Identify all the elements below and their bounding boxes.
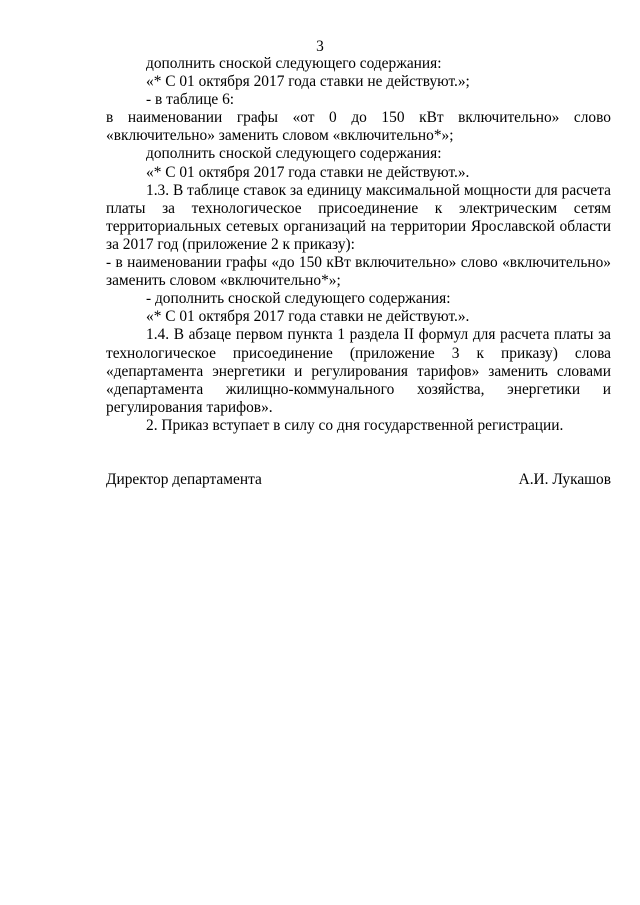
paragraph-footnote-intro-3: - дополнить сноской следующего содержания: [146,290,451,308]
signature-name: А.И. Лукашов [518,470,611,488]
paragraph-section-2: 2. Приказ вступает в силу со дня государственной регистрации. [146,416,564,434]
paragraph-section-1-3: 1.3. В таблице ставок за единицу максимальной мощности для расчета платы за технологическое присоединение к электрическим сетям территориальных сетевых организаций на территории Ярославской области за 2017 год (приложение 2 к приказу): [106,181,611,253]
paragraph-table-6: - в таблице 6: [146,91,235,109]
paragraph-footnote-text-1: «* С 01 октября 2017 года ставки не действуют.»; [146,73,470,91]
paragraph-footnote-text-3: «* С 01 октября 2017 года ставки не действуют.». [146,308,470,326]
signature-spacer [106,435,611,471]
paragraph-column-rename-2: - в наименовании графы «до 150 кВт включительно» слово «включительно» заменить словом «включительно*»; [106,254,611,290]
signature-block [106,471,611,489]
paragraph-section-1-4: 1.4. В абзаце первом пункта 1 раздела II формул для расчета платы за технологическое присоединение (приложение 3 к приказу) слова «департамента энергетики и регулирования тарифов» заменить словами «департамента жилищно-коммунального хозяйства, энергетики и регулирования тарифов». [106,326,611,416]
paragraph-footnote-intro-2: дополнить сноской следующего содержания: [146,145,442,163]
signature-position: Директор департамента [106,470,262,488]
paragraph-column-rename-1: в наименовании графы «от 0 до 150 кВт включительно» слово «включительно» заменить словом «включительно*»; [106,109,611,145]
paragraph-footnote-intro-1: дополнить сноской следующего содержания: [146,55,442,72]
page-number: 3 [316,38,324,55]
paragraph-footnote-text-2: «* С 01 октября 2017 года ставки не действуют.». [146,163,470,181]
document-body [106,55,611,489]
